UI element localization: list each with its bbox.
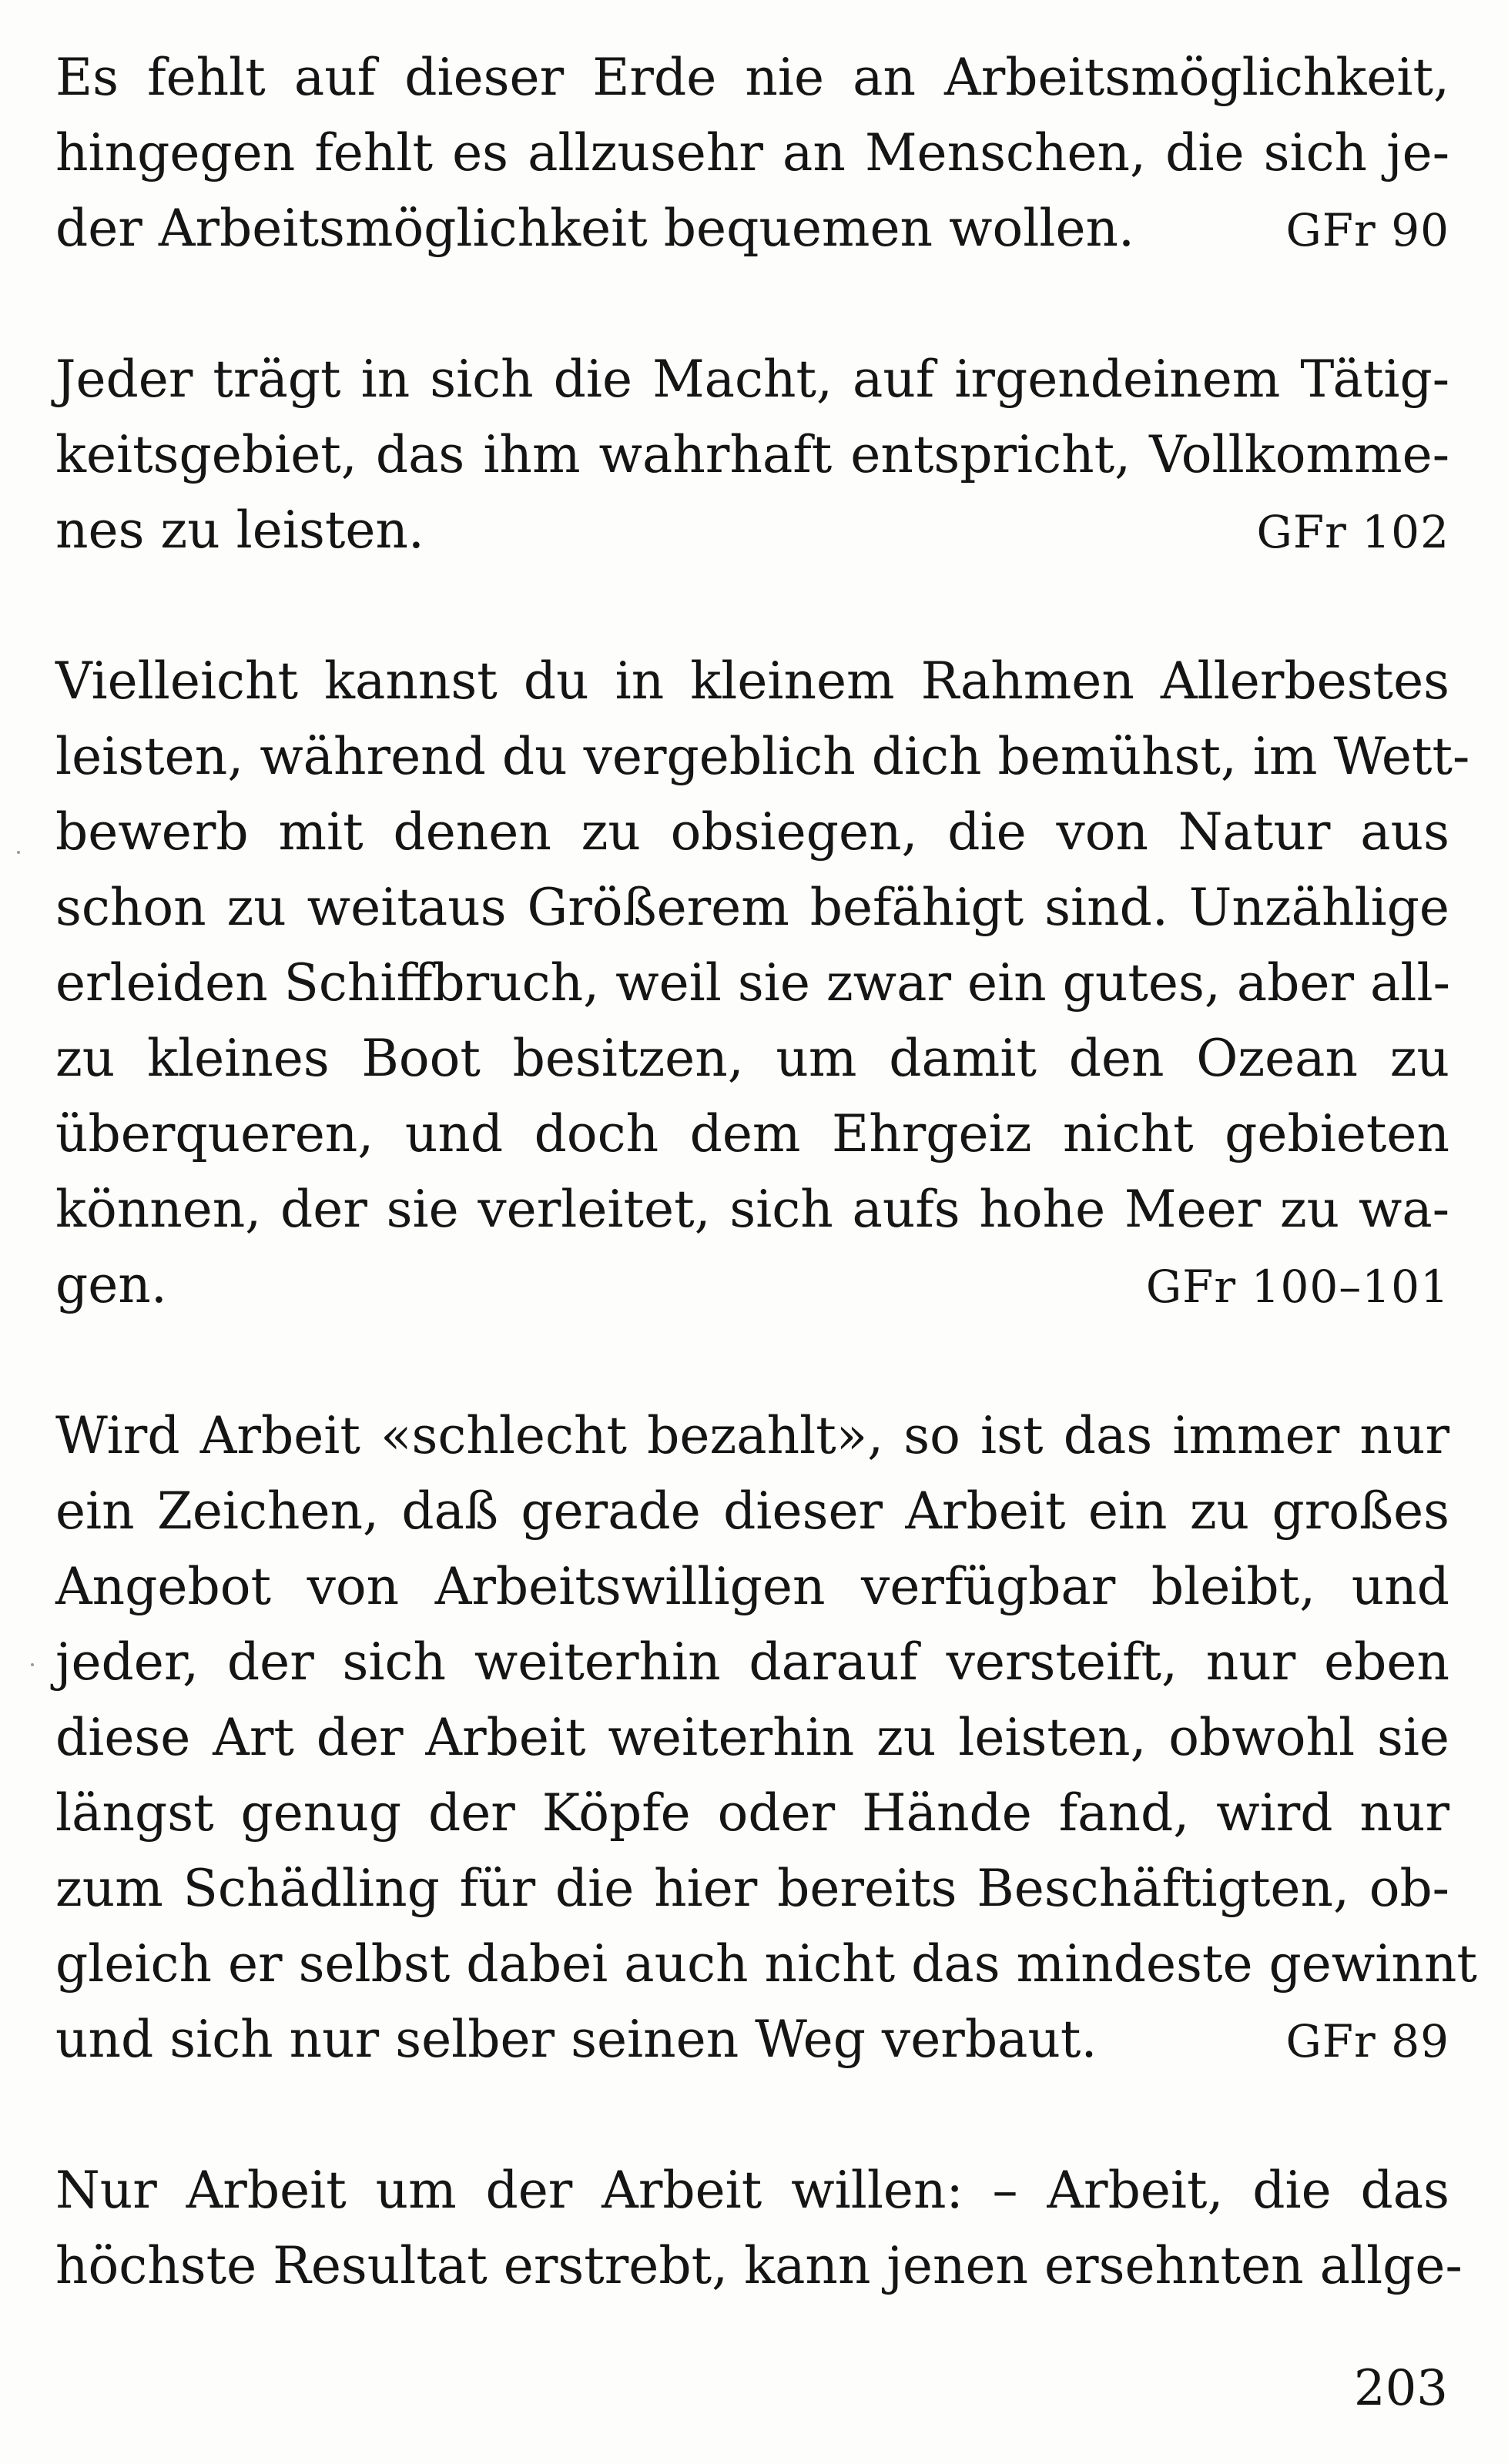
- text-line: überqueren, und doch dem Ehrgeiz nicht gebieten: [55, 1104, 1449, 1163]
- text-line-with-reference: [55, 191, 1449, 266]
- text-line: bewerb mit denen zu obsiegen, die von Natur aus: [55, 802, 1449, 862]
- text-line: Nur Arbeit um der Arbeit willen: – Arbeit, die das: [55, 2161, 1449, 2220]
- source-reference: GFr 90: [1285, 204, 1449, 256]
- quote-paragraph-5: [55, 2153, 1463, 2304]
- text-line: schon zu weitaus Größerem befähigt sind. Unzählige: [55, 878, 1449, 937]
- text-line-with-reference: [55, 493, 1449, 568]
- quote-paragraph-2: [55, 342, 1449, 568]
- text-line: und sich nur selber seinen Weg verbaut.: [55, 2010, 1097, 2069]
- text-line: Es fehlt auf dieser Erde nie an Arbeitsmöglichkeit,: [55, 48, 1449, 107]
- text-line: Wird Arbeit «schlecht bezahlt», so ist das immer nur: [55, 1406, 1449, 1465]
- text-line: diese Art der Arbeit weiterhin zu leisten, obwohl sie: [55, 1708, 1449, 1767]
- text-line: längst genug der Köpfe oder Hände fand, wird nur: [55, 1783, 1449, 1843]
- text-line-with-reference: [55, 2002, 1449, 2077]
- page-number: 203: [1353, 2360, 1448, 2417]
- text-line: jeder, der sich weiterhin darauf versteift, nur eben: [55, 1632, 1449, 1692]
- source-reference: GFr 102: [1256, 506, 1449, 558]
- text-line: Vielleicht kannst du in kleinem Rahmen Allerbestes: [55, 651, 1449, 711]
- text-line: nes zu leisten.: [55, 500, 424, 560]
- scan-speck: [17, 851, 20, 854]
- text-line: Angebot von Arbeitswilligen verfügbar bleibt, und: [55, 1557, 1449, 1616]
- text-line: gleich er selbst dabei auch nicht das mindeste gewinnt: [55, 1934, 1477, 1994]
- text-line: zum Schädling für die hier bereits Beschäftigten, ob-: [55, 1859, 1449, 1918]
- text-line: ein Zeichen, daß gerade dieser Arbeit ein zu großes: [55, 1481, 1449, 1541]
- text-line: erleiden Schiffbruch, weil sie zwar ein gutes, aber all-: [55, 953, 1450, 1013]
- source-reference: GFr 100–101: [1145, 1260, 1449, 1313]
- text-line-with-reference: [55, 1247, 1449, 1323]
- text-line: der Arbeitsmöglichkeit bequemen wollen.: [55, 199, 1135, 258]
- text-column: [55, 40, 1477, 2304]
- scan-speck: [31, 1663, 34, 1666]
- text-line: höchste Resultat erstrebt, kann jenen ersehnten allge-: [55, 2236, 1463, 2295]
- source-reference: GFr 89: [1285, 2015, 1449, 2067]
- text-line: hingegen fehlt es allzusehr an Menschen, die sich je-: [55, 123, 1449, 182]
- text-line: leisten, während du vergeblich dich bemühst, im Wett-: [55, 727, 1470, 786]
- quote-paragraph-3: [55, 644, 1470, 1323]
- text-line: gen.: [55, 1255, 167, 1314]
- quote-paragraph-1: [55, 40, 1449, 266]
- quote-paragraph-4: [55, 1398, 1477, 2077]
- text-line: Jeder trägt in sich die Macht, auf irgendeinem Tätig-: [55, 350, 1449, 409]
- text-line: können, der sie verleitet, sich aufs hohe Meer zu wa-: [55, 1180, 1449, 1239]
- text-line: keitsgebiet, das ihm wahrhaft entspricht, Vollkomme-: [55, 425, 1449, 484]
- text-line: zu kleines Boot besitzen, um damit den Ozean zu: [55, 1029, 1449, 1088]
